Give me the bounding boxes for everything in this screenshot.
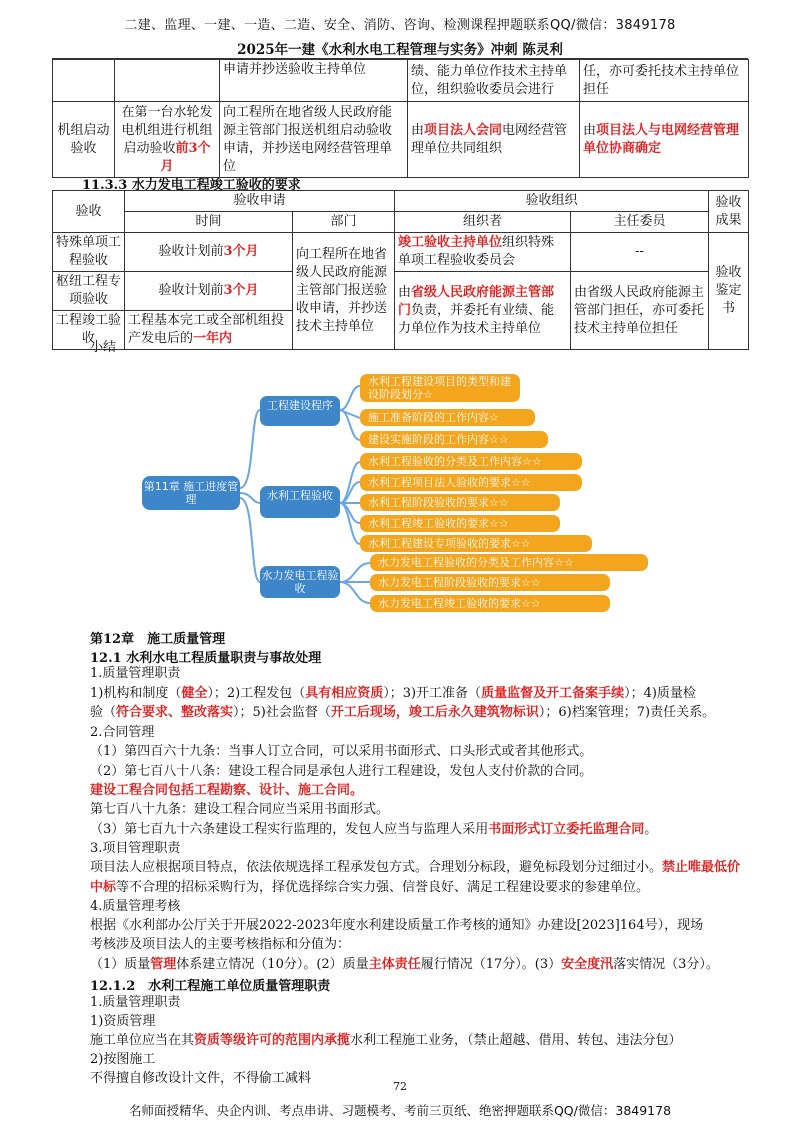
highlight-text: 最低价中标 xyxy=(90,860,741,895)
table-row xyxy=(53,191,749,212)
text: 水利工程施工业务，（禁止超越、借用、转包、违法分包） xyxy=(350,1033,682,1048)
table-cell xyxy=(125,311,293,350)
cell-text: 组织特殊单项工程验收委员会 xyxy=(398,235,555,268)
table-cell xyxy=(408,102,580,178)
node-label: 水利工程竣工验收的要求☆☆ xyxy=(368,517,509,530)
cell-text: 负责，并委托有业绩、能力单位作为技术主持单位 xyxy=(398,302,555,336)
mindmap-leaf xyxy=(370,574,610,591)
paragraph: （1）第四百六十九条：当事人订立合同，可以采用书面形式、口头形式或者其他形式。 xyxy=(90,744,593,759)
cell-text: 电网经营管理单位共同组织 xyxy=(411,122,568,156)
node-label: 水力发电工程验收的分类及工作内容☆☆ xyxy=(378,556,574,569)
item-heading: 3.项目管理职责 xyxy=(90,841,181,856)
table-header: 验收申请 xyxy=(125,191,395,212)
table-header: 验收 xyxy=(53,191,125,233)
text: （3）第七百九十六条建设工程实行监理的，发包人应当与监理人采用 xyxy=(90,822,489,837)
text: 1)机构和制度（ xyxy=(90,686,182,701)
node-label: 水利工程项目法人验收的要求☆☆ xyxy=(368,476,531,489)
node-label: 水力发电工程验收 xyxy=(261,569,339,595)
text: ）；3)开工准备（ xyxy=(383,686,482,701)
text: ）；4)质量检 xyxy=(624,686,696,701)
cell-text: 工程基本完工或全部机组投产发电后的 xyxy=(128,313,285,346)
node-label: 水利工程阶段验收的要求☆☆ xyxy=(368,496,509,509)
table-cell: 绩、能力单位作技术主持单位，组织验收委员会进行 xyxy=(408,60,580,102)
highlight-text: 资质等级许可的范围内承揽 xyxy=(194,1033,351,1048)
highlight-text: 项目法人会同 xyxy=(424,122,503,138)
text: （1）质量 xyxy=(90,957,151,972)
mindmap-leaf xyxy=(370,595,610,612)
text: 履行情况（17分）。(3） xyxy=(420,957,562,972)
table-cell: 向工程所在地省级人民政府能源主管部门报送验收申请，并抄送技术主持单位 xyxy=(293,233,395,350)
mindmap-leaf xyxy=(360,535,592,552)
cell-text: 由 xyxy=(583,122,597,138)
paragraph: 根据《水利部办公厅关于开展2022-2023年度水利建设质量工作考核的通知》办建设[2023]164号），现场 xyxy=(90,918,704,933)
summary-label: 小结 xyxy=(90,340,117,355)
node-label: 建设实施阶段的工作内容☆☆ xyxy=(368,433,509,446)
highlight-text: 竣工验收主持单位 xyxy=(398,235,503,250)
table-cell: 机组启动验收 xyxy=(53,102,115,178)
text: 验（ xyxy=(90,705,117,720)
item-heading: 1.质量管理职责 xyxy=(90,995,181,1010)
table-cell: 任，亦可委托技术主持单位担任 xyxy=(580,60,749,102)
text: 体系建立情况（10分）。(2）质量 xyxy=(176,957,369,972)
cell-text: 由 xyxy=(411,122,425,138)
text: 。 xyxy=(644,822,658,837)
unit-acceptance-table xyxy=(52,59,749,178)
table-cell: 由省级人民政府能源主管部门担任，亦可委托技术主持单位担任 xyxy=(571,272,709,350)
table-cell: 特殊单项工程验收 xyxy=(53,233,125,272)
paragraph xyxy=(90,955,719,975)
mindmap-node-hydropower-acceptance xyxy=(260,566,340,598)
highlight-text: 具有相应资质 xyxy=(305,686,384,701)
text: ）；5)社会监督（ xyxy=(233,705,331,720)
item-heading: 1.质量管理职责 xyxy=(90,666,181,681)
mindmap-leaf xyxy=(360,494,560,511)
highlight-text: 省级人民政府能源主管部门 xyxy=(398,284,555,318)
table-cell xyxy=(395,233,571,272)
mindmap-leaf xyxy=(360,474,582,491)
highlight-text: 书面形式订立委托监理合同 xyxy=(488,822,645,837)
page-header-contact: 二建、监理、一建、一造、二造、安全、消防、咨询、检测课程押题联系QQ/微信：3849178 xyxy=(124,18,676,33)
table-cell xyxy=(395,272,571,350)
table-cell xyxy=(115,60,220,102)
table-cell: 向工程所在地省级人民政府能源主管部门报送机组启动验收申请，并抄送电网经营管理单位 xyxy=(220,102,408,178)
table-row xyxy=(53,233,749,272)
table-row xyxy=(53,60,749,102)
mindmap-root xyxy=(142,476,240,510)
item-heading: 2.合同管理 xyxy=(90,725,155,740)
table-header: 验收组织 xyxy=(395,191,709,212)
paragraph xyxy=(90,858,750,897)
node-label: 工程建设程序 xyxy=(267,399,333,412)
highlight-text: 管理 xyxy=(150,957,177,972)
node-label: 施工准备阶段的工作内容☆ xyxy=(368,411,499,424)
node-label: 水利工程建设专项验收的要求☆☆ xyxy=(368,537,531,550)
highlight-text: 3个月 xyxy=(223,244,259,259)
mindmap-node-water-project-acceptance xyxy=(260,486,340,518)
item-heading: 2)按图施工 xyxy=(90,1052,156,1067)
node-label: 第11章 施工进度管理 xyxy=(143,480,239,506)
mindmap-leaf xyxy=(360,374,520,402)
table-cell xyxy=(115,102,220,178)
highlight-paragraph: 建设工程合同包括工程勘察、设计、施工合同。 xyxy=(90,783,364,798)
cell-text: 由 xyxy=(398,284,412,300)
paragraph xyxy=(90,820,657,840)
node-label: 水利工程验收 xyxy=(267,489,333,502)
highlight-text: 禁止唯 xyxy=(662,860,702,875)
section-heading: 12.1 水利水电工程质量职责与事故处理 xyxy=(90,651,322,666)
mindmap-leaf xyxy=(370,554,648,571)
table-header: 组织者 xyxy=(395,212,571,233)
table-header: 时间 xyxy=(125,212,293,233)
hydropower-acceptance-table xyxy=(52,190,749,350)
highlight-text: 开工后现场，竣工后永久建筑物标识 xyxy=(330,705,539,720)
paragraph: 考核涉及项目法人的主要考核指标和分值为： xyxy=(90,937,351,952)
text: 等不合理的招标采购行为，择优选择综合实力强、信誉良好、满足工程建设要求的参建单位。 xyxy=(116,879,650,895)
table-row xyxy=(53,272,749,311)
text: 施工单位应当在其 xyxy=(90,1033,195,1048)
mindmap-leaf xyxy=(360,515,560,532)
highlight-text: 符合要求、整改落实 xyxy=(116,705,234,720)
table-header: 验收成果 xyxy=(709,191,749,233)
node-label: 水力发电工程竣工验收的要求☆☆ xyxy=(378,597,541,610)
highlight-text: 项目法人与电网经营管理单位协商确定 xyxy=(583,122,740,156)
node-label: 水利工程建设项目的类型和建设阶段划分☆ xyxy=(368,375,511,401)
table-cell: 验收鉴定书 xyxy=(709,233,749,350)
table-header: 主任委员 xyxy=(571,212,709,233)
cell-text: 验收计划前 xyxy=(158,244,224,259)
highlight-text: 健全 xyxy=(181,686,208,701)
table-cell xyxy=(125,272,293,311)
table-cell: 工程竣工验收 xyxy=(53,311,125,350)
page-header-title: 2025年一建《水利水电工程管理与实务》冲刺 陈灵利 xyxy=(237,42,563,58)
paragraph: 不得擅自修改设计文件，不得偷工减料 xyxy=(90,1071,312,1086)
item-heading: 1)资质管理 xyxy=(90,1014,156,1029)
highlight-text: 安全度汛 xyxy=(561,957,614,972)
table-cell xyxy=(580,102,749,178)
mindmap-leaf xyxy=(360,453,582,470)
table-cell xyxy=(125,233,293,272)
table-cell: 枢纽工程专项验收 xyxy=(53,272,125,311)
table-row xyxy=(53,212,749,233)
text: ）；6)档案管理；7)责任关系。 xyxy=(538,705,716,720)
mindmap-node-construction-procedure xyxy=(260,396,340,426)
page-number: 72 xyxy=(393,1080,407,1093)
text: ）；2)工程发包（ xyxy=(207,686,306,701)
paragraph xyxy=(90,684,760,704)
highlight-text: 质量监督及开工备案手续 xyxy=(481,686,625,701)
cell-text: 在第一台水轮发电机组进行机组启动验收 xyxy=(121,104,213,156)
node-label: 水力发电工程阶段验收的要求☆☆ xyxy=(378,576,541,589)
highlight-text: 前3个月 xyxy=(160,140,211,174)
table-header: 部门 xyxy=(293,212,395,233)
text: 落实情况（3分）。 xyxy=(613,957,719,972)
paragraph: 第七百八十九条：建设工程合同应当采用书面形式。 xyxy=(90,802,390,817)
chapter-mindmap xyxy=(140,368,660,618)
paragraph xyxy=(90,1031,682,1051)
mindmap-leaf xyxy=(360,409,535,426)
cell-text: 验收计划前 xyxy=(158,283,224,298)
table-row xyxy=(53,102,749,178)
highlight-text: 主体责任 xyxy=(368,957,421,972)
table-cell: -- xyxy=(571,233,709,272)
paragraph: （2）第七百八十八条：建设工程合同是承包人进行工程建设，发包人支付价款的合同。 xyxy=(90,764,593,779)
table-cell xyxy=(53,60,115,102)
section-heading: 12.1.2 水利工程施工单位质量管理职责 xyxy=(90,979,331,994)
section-heading: 11.3.3 水力发电工程竣工验收的要求 xyxy=(82,178,301,193)
page-footer: 名师面授精华、央企内训、考点串讲、习题模考、考前三页纸、绝密押题联系QQ/微信：3849178 xyxy=(128,1103,672,1118)
mindmap-leaf xyxy=(360,431,548,448)
table-cell: 申请并抄送验收主持单位 xyxy=(220,60,408,102)
node-label: 水利工程验收的分类及工作内容☆☆ xyxy=(368,455,542,468)
text: 项目法人应根据项目特点，依法依规选择工程承发包方式。合理划分标段，避免标段划分过细过小。 xyxy=(90,860,663,875)
chapter-title: 第12章 施工质量管理 xyxy=(90,632,226,647)
highlight-text: 一年内 xyxy=(193,331,233,346)
item-heading: 4.质量管理考核 xyxy=(90,899,181,914)
paragraph xyxy=(90,703,760,723)
highlight-text: 3个月 xyxy=(223,283,259,298)
